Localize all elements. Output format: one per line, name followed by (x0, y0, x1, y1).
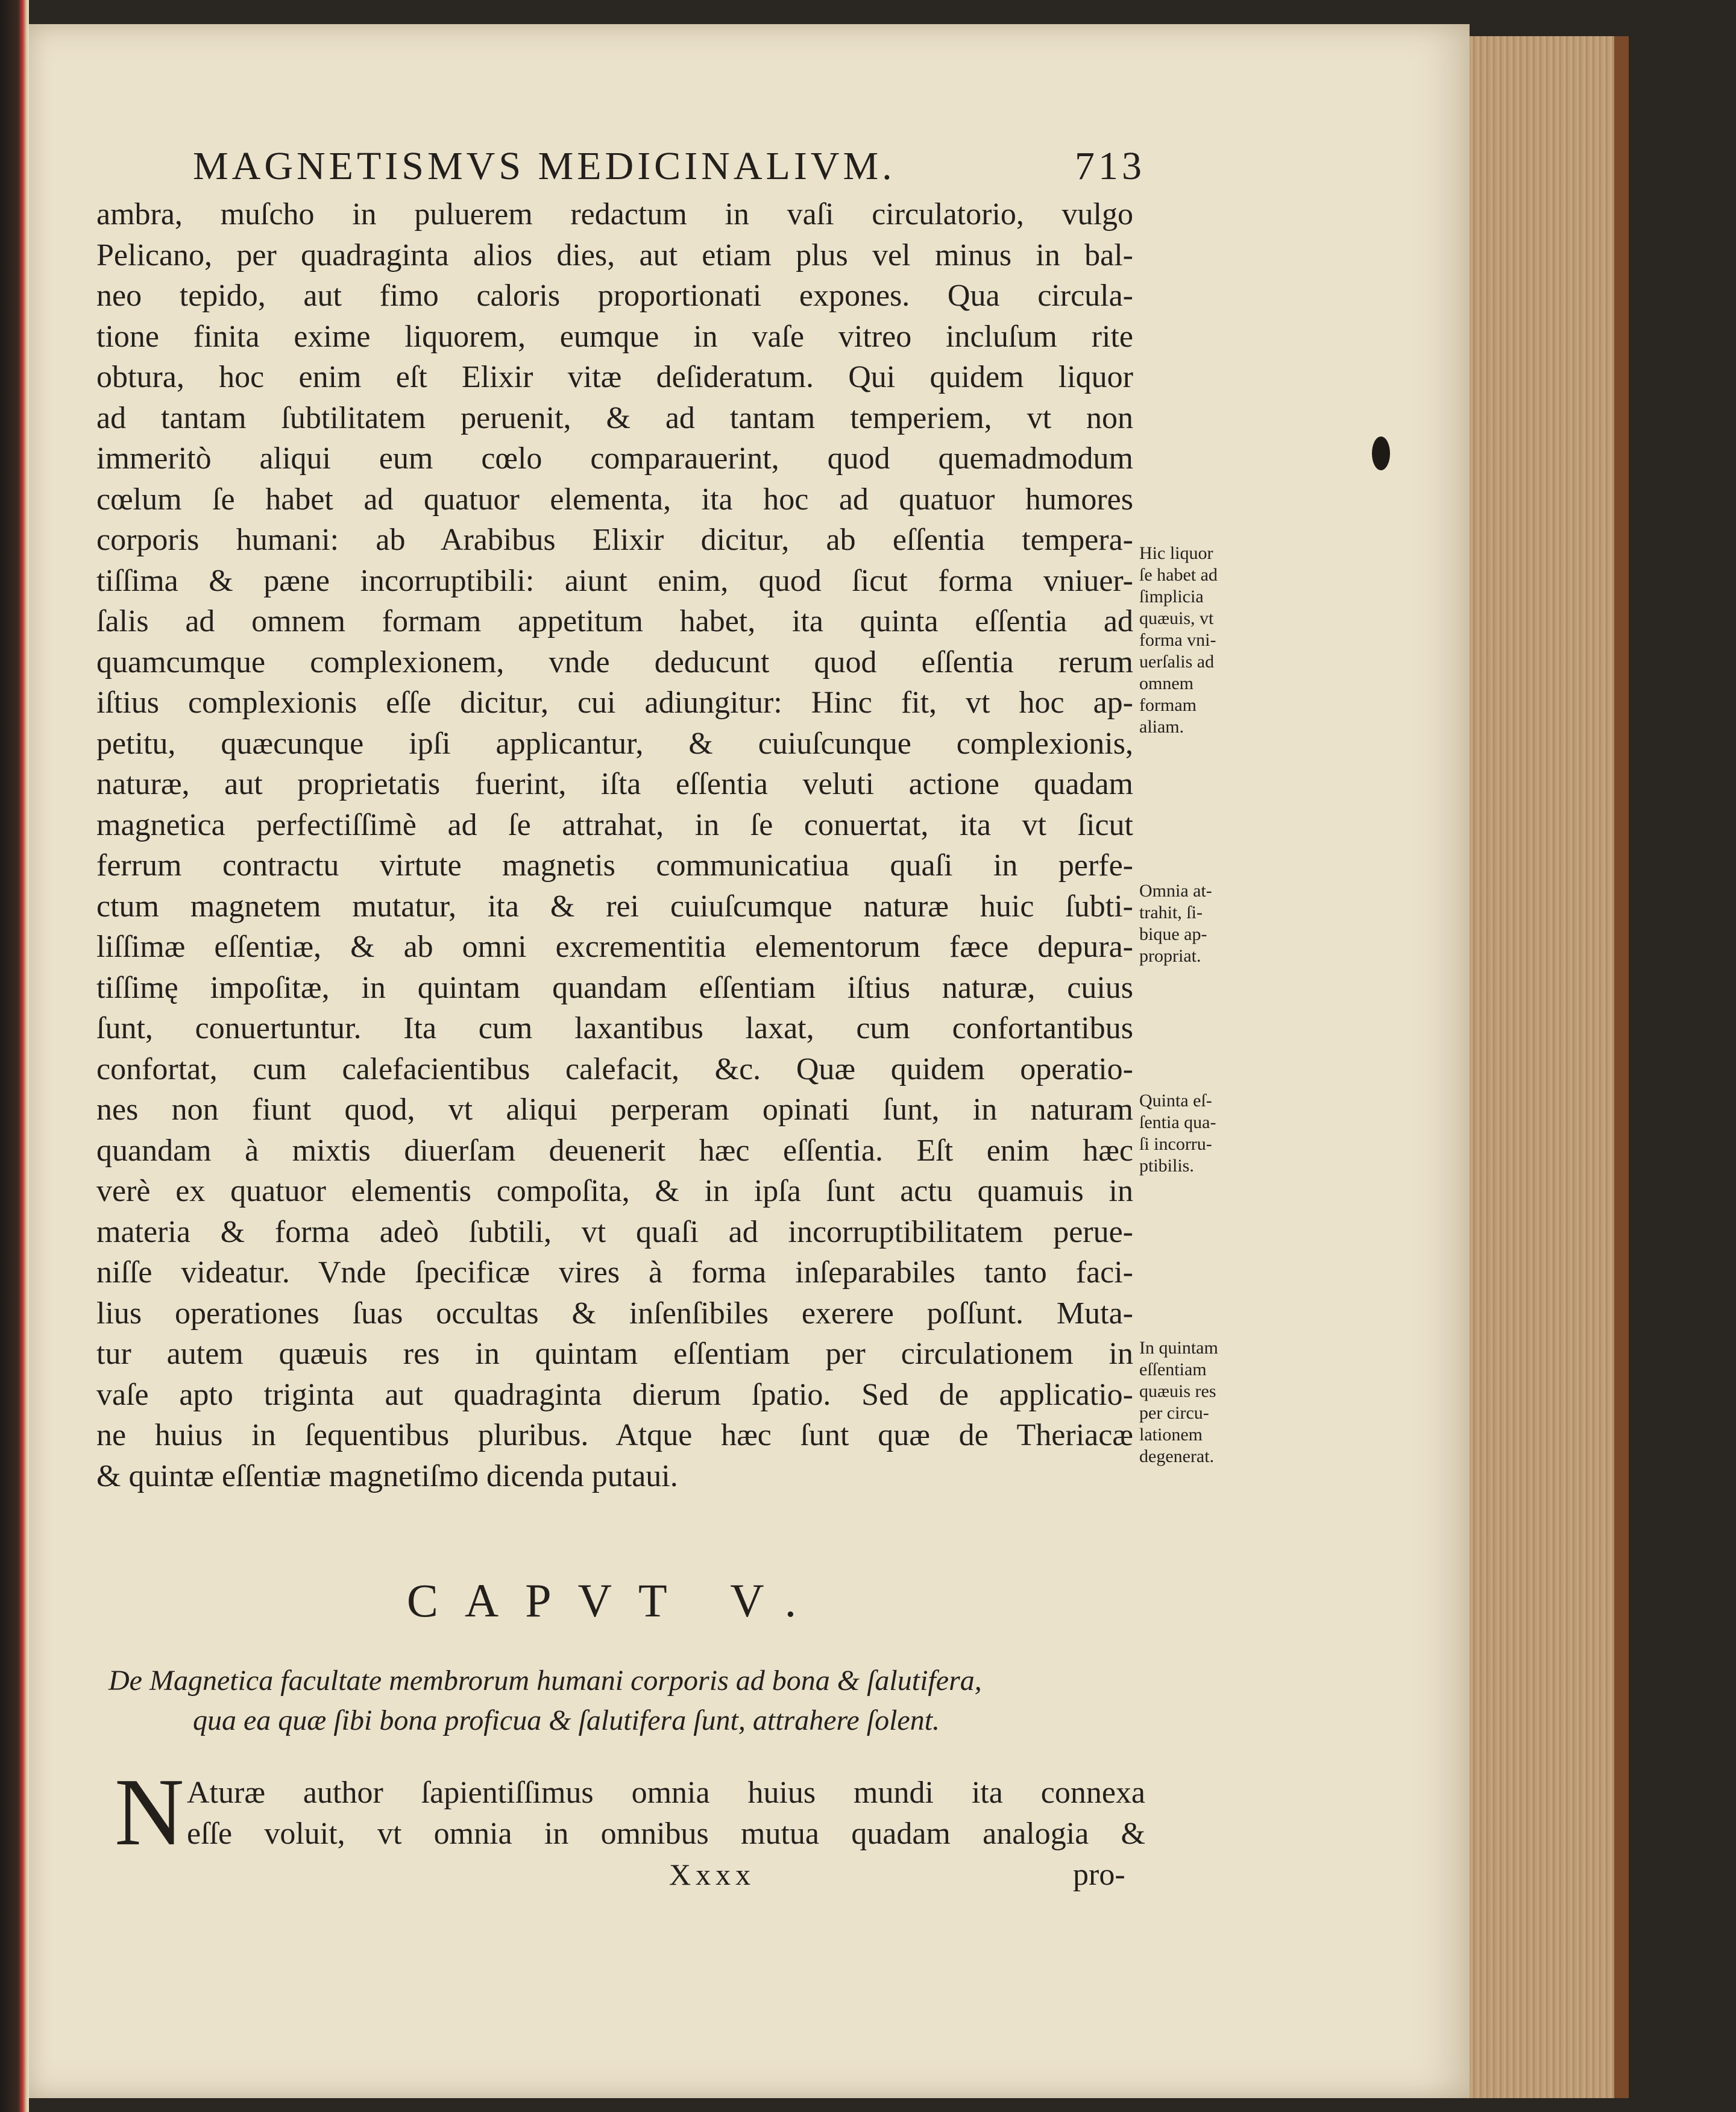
text-line: ferrum contractu virtute magnetis communicatiua quaſi in perfe- (96, 848, 1133, 883)
text-line: tiſſima & pæne incorruptibili: aiunt enim, quod ſicut forma vniuer- (96, 563, 1133, 598)
margin-note-line: aliam. (1139, 717, 1184, 737)
margin-note (1139, 543, 1278, 738)
page-block-edges (1470, 36, 1629, 2098)
margin-note-line: degenerat. (1139, 1446, 1215, 1466)
text-line: ne huius in ſequentibus pluribus. Atque hæc ſunt quæ de Theriacæ (96, 1418, 1133, 1452)
margin-note-line: In quintam (1139, 1338, 1218, 1358)
text-line: materia & forma adeò ſubtili, vt quaſi ad incorruptibilitatem perue- (96, 1214, 1133, 1249)
text-line: neo tepido, aut fimo caloris proportionati expones. Qua circula- (96, 279, 1133, 313)
opening-line-1: Aturæ author ſapientiſſimus omnia huius mundi ita connexa (187, 1776, 1145, 1810)
running-title: MAGNETISMVS MEDICINALIVM. (193, 144, 896, 188)
margin-note (1139, 1337, 1278, 1467)
opening-line-2: eſſe voluit, vt omnia in omnibus mutua quadam analogia & (187, 1816, 1145, 1851)
catchword: pro- (1073, 1858, 1125, 1892)
margin-note-line: lationem (1139, 1425, 1203, 1445)
margin-note-line: propriat. (1139, 946, 1201, 966)
margin-note-line: forma vni- (1139, 630, 1216, 650)
margin-note (1139, 880, 1278, 967)
text-line: liſſimæ eſſentiæ, & ab omni excrementitia elementorum fæce depura- (96, 930, 1133, 964)
margin-note-line: quæuis, vt (1139, 608, 1214, 628)
text-line: immeritò aliqui eum cœlo comparauerint, quod quemadmodum (96, 441, 1133, 476)
ink-blot (1372, 437, 1390, 470)
text-line: nes non fiunt quod, vt aliqui perperam opinati ſunt, in naturam (96, 1092, 1133, 1127)
chapter-caption-line-1: De Magnetica facultate membrorum humani corporis ad bona & ſalutifera, (108, 1665, 982, 1697)
text-line: vaſe apto triginta aut quadraginta dierum ſpatio. Sed de applicatio- (96, 1377, 1133, 1412)
opening-paragraph (187, 1773, 1145, 1854)
text-line: tur autem quæuis res in quintam eſſentiam per circulationem in (96, 1337, 1133, 1371)
text-line: ambra, muſcho in puluerem redactum in vaſi circulatorio, vulgo (96, 197, 1133, 232)
margin-note-line: bique ap- (1139, 924, 1207, 944)
left-binding-edge (0, 0, 29, 2112)
drop-capital: N (115, 1758, 184, 1865)
margin-note (1139, 1090, 1278, 1177)
margin-note-line: eſſentiam (1139, 1360, 1207, 1379)
signature-mark: Xxxx (669, 1858, 756, 1891)
margin-note-line: trahit, ſi- (1139, 903, 1203, 922)
text-line: tione finita exime liquorem, eumque in vaſe vitreo incluſum rite (96, 319, 1133, 354)
margin-note-line: Omnia at- (1139, 881, 1212, 901)
text-line: cœlum ſe habet ad quatuor elementa, ita hoc ad quatuor humores (96, 482, 1133, 517)
text-line: corporis humani: ab Arabibus Elixir dicitur, ab eſſentia tempera- (96, 523, 1133, 557)
margin-note-line: Quinta eſ- (1139, 1091, 1212, 1111)
text-line: iſtius complexionis eſſe dicitur, cui adiungitur: Hinc fit, vt hoc ap- (96, 686, 1133, 720)
margin-note-line: ſe habet ad (1139, 565, 1218, 585)
margin-note-line: ptibilis. (1139, 1156, 1194, 1176)
text-line: ſalis ad omnem formam appetitum habet, ita quinta eſſentia ad (96, 604, 1133, 638)
text-line: quandam à mixtis diuerſam deuenerit hæc eſſentia. Eſt enim hæc (96, 1133, 1133, 1168)
main-text-block (96, 194, 1133, 1496)
margin-note-line: quæuis res (1139, 1381, 1216, 1401)
text-line: ſunt, conuertuntur. Ita cum laxantibus laxat, cum confortantibus (96, 1011, 1133, 1045)
margin-note-line: omnem (1139, 673, 1194, 693)
text-line: verè ex quatuor elementis compoſita, & in ipſa ſunt actu quamuis in (96, 1174, 1133, 1208)
text-line: lius operationes ſuas occultas & inſenſibiles exerere poſſunt. Muta- (96, 1296, 1133, 1331)
text-line: obtura, hoc enim eſt Elixir vitæ deſideratum. Qui quidem liquor (96, 360, 1133, 394)
text-line: confortat, cum calefacientibus calefacit, &c. Quæ quidem operatio- (96, 1051, 1133, 1086)
text-line: Pelicano, per quadraginta alios dies, aut etiam plus vel minus in bal- (96, 238, 1133, 273)
margin-note-line: formam (1139, 695, 1197, 715)
text-line: ad tantam ſubtilitatem peruenit, & ad tantam temperiem, vt non (96, 400, 1133, 435)
chapter-heading: CAPVT V. (406, 1574, 823, 1627)
text-line: & quintæ eſſentiæ magnetiſmo dicenda putaui. (96, 1458, 678, 1493)
text-line: tiſſimę impoſitæ, in quintam quandam eſſentiam iſtius naturæ, cuius (96, 970, 1133, 1005)
margin-note-line: Hic liquor (1139, 543, 1213, 563)
running-head (193, 143, 1145, 198)
chapter-caption-line-2: qua ea quæ ſibi bona proficua & ſalutifera ſunt, attrahere ſolent. (193, 1704, 940, 1736)
margin-note-line: ſi incorru- (1139, 1134, 1212, 1154)
page-number: 713 (1075, 144, 1145, 188)
text-line: naturæ, aut proprietatis fuerint, iſta eſſentia veluti actione quadam (96, 767, 1133, 801)
text-line: magnetica perfectiſſimè ad ſe attrahat, in ſe conuertat, ita vt ſicut (96, 807, 1133, 842)
margin-note-line: uerſalis ad (1139, 652, 1215, 672)
text-line: ctum magnetem mutatur, ita & rei cuiuſcumque naturæ huic ſubti- (96, 889, 1133, 924)
text-line: niſſe videatur. Vnde ſpecificæ vires à forma inſeparabiles tanto faci- (96, 1255, 1133, 1290)
text-line: petitu, quæcunque ipſi applicantur, & cuiuſcunque complexionis, (96, 726, 1133, 761)
text-line: quamcumque complexionem, vnde deducunt quod eſſentia rerum (96, 645, 1133, 679)
margin-note-line: ſimplicia (1139, 587, 1204, 607)
margin-note-line: ſentia qua- (1139, 1112, 1216, 1132)
margin-note-line: per circu- (1139, 1403, 1209, 1423)
